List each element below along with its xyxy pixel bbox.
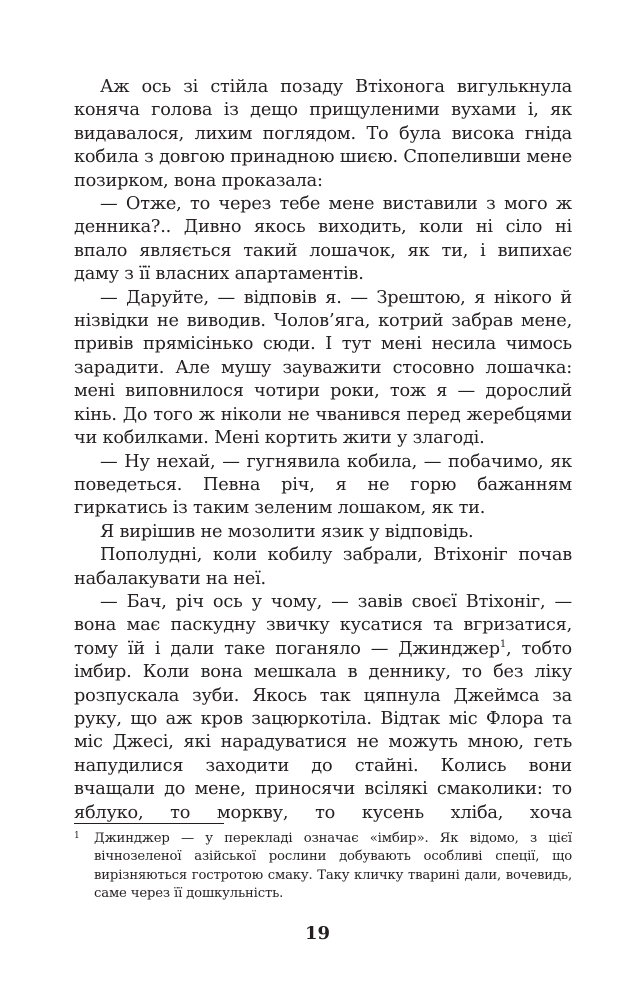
footnote-divider bbox=[74, 823, 224, 824]
main-text bbox=[74, 76, 572, 825]
footnote-marker: 1 bbox=[74, 831, 80, 841]
paragraph: — Отже, то через тебе мене виставили з мого ж денника?.. Дивно якось виходить, коли ні сіло ні впало являється такий лошачок, як ти, і випихає даму з її власних апартаментів. bbox=[74, 194, 572, 285]
paragraph: Пополудні, коли кобилу забрали, Втіхоніг почав набалакувати на неї. bbox=[74, 545, 572, 589]
paragraph: — Даруйте, — відповів я. — Зрештою, я нікого й нізвідки не виводив. Чолов’яга, котрий забрав мене, привів прямісінько сюди. І тут мені несила чимось зарадити. Але мушу зауважити стосовно лошачка: мені виповнилося чотири роки, тож я — дорослий кінь. До того ж ніколи не чванився перед жеребцями чи кобилками. Мені кортить жити у злагоді. bbox=[74, 287, 572, 449]
paragraph-with-footnote-ref bbox=[74, 591, 572, 825]
footnote-body bbox=[74, 830, 572, 904]
footnote-text: Джинджер — у перекладі означає «імбир». Як відомо, з цієї вічнозеленої азійської рослини добувають особливі спеції, що вирізняються гостротою смаку. Таку кличку тварині дали, вочевидь, саме через її дошкульність. bbox=[94, 831, 572, 902]
paragraph: — Ну нехай, — гугнявила кобила, — побачимо, як поведеться. Певна річ, я не горю бажанням гиркатись із таким зеленим лошаком, як ти. bbox=[74, 451, 572, 519]
page-number: 19 bbox=[304, 923, 331, 944]
paragraph-text-end: , тобто імбир. Коли вона мешкала в деннику, то без ліку розпускала зуби. Якось так цяпнула Джеймса за руку, що аж кров зацюркотіла. Відтак міс Флора та міс Джесі, які нарадуватися не можуть мною, геть напудилися заходити до стайні. Колись вони вчащали до мене, приносячи всілякі смаколики: то яблуко, то моркву, то кусень хліба, хоча bbox=[74, 638, 572, 823]
paragraph: Аж ось зі стійла позаду Втіхонога вигулькнула коняча голова із дещо прищуленими вухами і, як видавалося, лихим поглядом. То була висока гніда кобила з довгою принадною шиєю. Спопеливши мене позирком, вона проказала: bbox=[74, 77, 572, 191]
paragraph: Я вирішив не мозолити язик у відповідь. bbox=[100, 521, 474, 542]
footnote bbox=[74, 830, 572, 904]
paragraph-text-start: — Бач, річ ось у чому, — завів своєї Втіхоніг, — вона має паскудну звичку кусатися та вгризатися, тому їй і дали таке поганяло — Джинджер bbox=[74, 591, 572, 659]
footnote-reference[interactable]: 1 bbox=[499, 638, 506, 650]
